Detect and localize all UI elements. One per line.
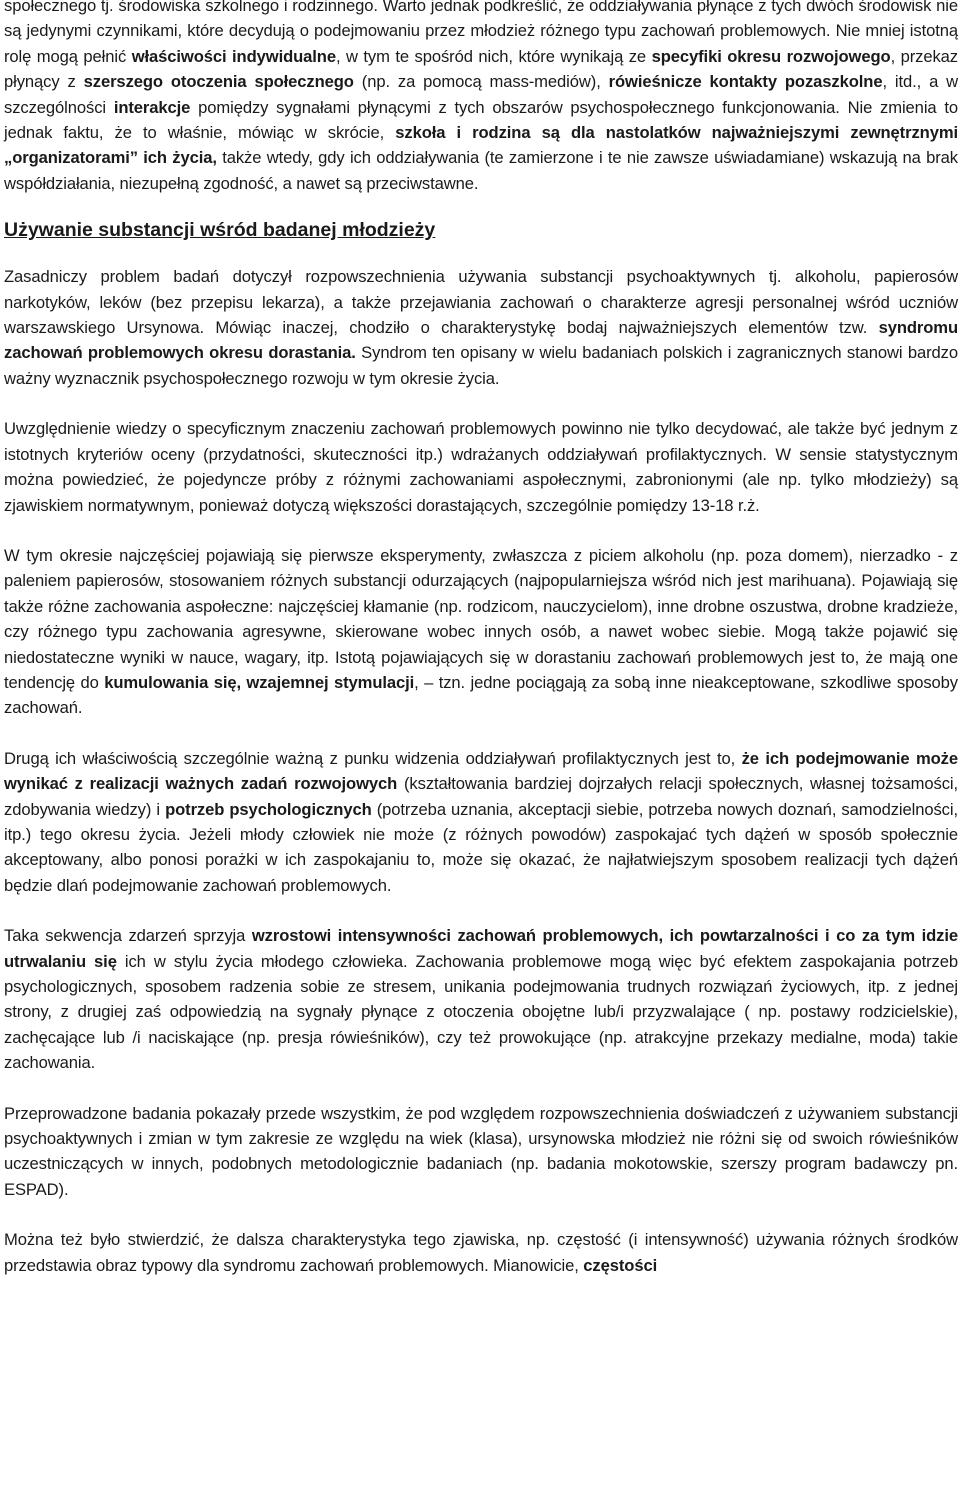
paragraph-2: [4, 264, 958, 391]
text-run: Uwzględnienie wiedzy o specyficznym znaczeniu zachowań problemowych powinno nie tylko decydować, ale także być jednym z istotnych kryteriów oceny (przydatności, skuteczności itp.) wdrażanych oddziaływań profilaktycznych. W sensie statystycznym można powiedzieć, że pojedyncze próby z różnymi zachowaniami aspołecznymi, zabronionymi (ale np. tylko młodzieży) są zjawiskiem normatywnym, ponieważ dotyczą większości dorastających, szczególnie pomiędzy 13-18 r.ż.: [4, 419, 958, 515]
text-run: społecznego tj. środowiska szkolnego i rodzinnego. Warto jednak podkreślić, że oddziaływania płynące z tych dwóch środowisk nie są jedynymi czynnikami, które decydują o podejmowaniu przez młodzież różnego typu zachowań problemowych. Nie mniej istotną rolę mogą pełnić: [4, 0, 958, 66]
text-run: ich w stylu życia młodego człowieka. Zachowania problemowe mogą więc być efektem zaspokajania potrzeb psychologicznych, sposobem radzenia sobie ze stresem, unikania podejmowania trudnych rozwiązań życiowych, itp. z jednej strony, z drugiej zaś odpowiedzią na sygnały płynące z otoczenia obojętne lub/i przyzwalające ( np. postawy rodzicielskie), zachęcające lub /i naciskające (np. presja rówieśników), czy też prowokujące (np. atrakcyjne przekazy medialne, moda) takie zachowania.: [4, 951, 958, 1073]
text-run: Taka sekwencja zdarzeń sprzyja: [4, 926, 252, 946]
paragraph-3: [4, 416, 958, 518]
bold-text-run: potrzeb psychologicznych: [165, 799, 372, 819]
bold-text-run: syndromu zachowań problemowych okresu dorastania.: [4, 318, 958, 363]
paragraph-4: [4, 543, 958, 721]
text-run: także wtedy, gdy ich oddziaływania (te zamierzone i te nie zawsze uświadamiane) wskazują na brak współdziałania, niezupełną zgodność, a nawet są przeciwstawne.: [4, 148, 958, 193]
paragraph-5: [4, 746, 958, 898]
bold-text-run: wzrostowi intensywności zachowań problemowych, ich powtarzalności i co za tym idzie utrwalaniu się: [4, 926, 958, 971]
text-run: Zasadniczy problem badań dotyczył rozpowszechnienia używania substancji psychoaktywnych tj. alkoholu, papierosów narkotyków, leków (bez przepisu lekarza), a także przejawiania zachowań o charakterze agresji personalnej wśród uczniów warszawskiego Ursynowa. Mówiąc inaczej, chodziło o charakterystykę bodaj najważniejszych elementów tzw.: [4, 267, 958, 338]
text-run: Można też było stwierdzić, że dalsza charakterystyka tego zjawiska, np. częstość (i intensywność) używania różnych środków przedstawia obraz typowy dla syndromu zachowań problemowych. Mianowicie,: [4, 1230, 958, 1275]
paragraph-6: [4, 923, 958, 1075]
bold-text-run: interakcje: [113, 97, 191, 117]
document-page: [4, 0, 958, 1278]
text-run: , przekaz płynący z: [4, 46, 958, 92]
text-run: Syndrom ten opisany w wielu badaniach polskich i zagranicznych stanowi bardzo ważny wyznacznik psychospołecznego rozwoju w tym okresie życia.: [4, 343, 958, 388]
text-run: (np. za pomocą mass-mediów),: [353, 72, 609, 92]
paragraph-1: [4, 0, 958, 196]
bold-text-run: szkoła i rodzina są dla nastolatków najważniejszymi zewnętrznymi „organizatorami” ich życia,: [4, 123, 958, 168]
section-heading: Używanie substancji wśród badanej młodzieży: [4, 219, 436, 242]
bold-text-run: rówieśnicze kontakty pozaszkolne: [608, 72, 883, 92]
text-run: , itd., a w szczególności: [4, 72, 959, 117]
text-run: W tym okresie najczęściej pojawiają się pierwsze eksperymenty, zwłaszcza z piciem alkoholu (np. poza domem), nierzadko - z paleniem papierosów, stosowaniem różnych substancji odurzających (najpopularniejsza wśród nich jest marihuana). Pojawiają się także różne zachowania aspołeczne: najczęściej kłamanie (np. rodzicom, nauczycielom), inne drobne oszustwa, drobne kradzieże, czy różnego typu zachowania agresywne, skierowane wobec innych osób, a nawet wobec siebie. Mogą także pojawić się niedostateczne wyniki w nauce, wagary, itp. Istotą pojawiających się w dorastaniu zachowań problemowych jest to, że mają one tendencję do: [4, 545, 958, 692]
paragraph-7: [4, 1101, 958, 1203]
bold-text-run: kumulowania się, wzajemnej stymulacji: [104, 672, 415, 692]
text-run: Przeprowadzone badania pokazały przede wszystkim, że pod względem rozpowszechnienia doświadczeń z używaniem substancji psychoaktywnych i zmian w tym zakresie ze względu na wiek (klasa), ursynowska młodzież nie różni się od swoich rówieśników uczestniczących w innych, podobnych metodologicznie badaniach (np. badania mokotowskie, szerszy program badawczy pn. ESPAD).: [4, 1103, 958, 1199]
paragraph-8: [4, 1227, 958, 1278]
text-run: (kształtowania bardziej dojrzałych relacji społecznych, własnej tożsamości, zdobywania wiedzy) i: [4, 774, 958, 819]
text-run: , w tym te spośród nich, które wynikają ze: [335, 46, 652, 66]
bold-text-run: częstości: [583, 1255, 658, 1275]
bold-text-run: szerszego otoczenia społecznego: [83, 72, 354, 92]
bold-text-run: właściwości indywidualne: [131, 46, 336, 66]
bold-text-run: specyfiki okresu rozwojowego: [651, 46, 891, 66]
text-run: Drugą ich właściwością szczególnie ważną z punku widzenia oddziaływań profilaktycznych jest to,: [4, 748, 742, 768]
bold-text-run: że ich podejmowanie może wynikać z realizacji ważnych zadań rozwojowych: [4, 748, 958, 794]
text-run: pomiędzy sygnałami płynącymi z tych obszarów psychospołecznego funkcjonowania. Nie zmienia to jednak faktu, że to właśnie, mówiąc w skrócie,: [4, 97, 958, 143]
text-run: , – tzn. jedne pociągają za sobą inne nieakceptowane, szkodliwe sposoby zachowań.: [4, 672, 958, 718]
text-run: (potrzeba uznania, akceptacji siebie, potrzeba nowych doznań, samodzielności, itp.) tego okresu życia. Jeżeli młody człowiek nie może (z różnych powodów) zaspokajać tych dążeń w sposób społecznie akceptowany, albo ponosi porażki w ich zaspokajaniu to, może się okazać, że najłatwiejszym sposobem realizacji tych dążeń będzie dlań podejmowanie zachowań problemowych.: [4, 799, 958, 895]
